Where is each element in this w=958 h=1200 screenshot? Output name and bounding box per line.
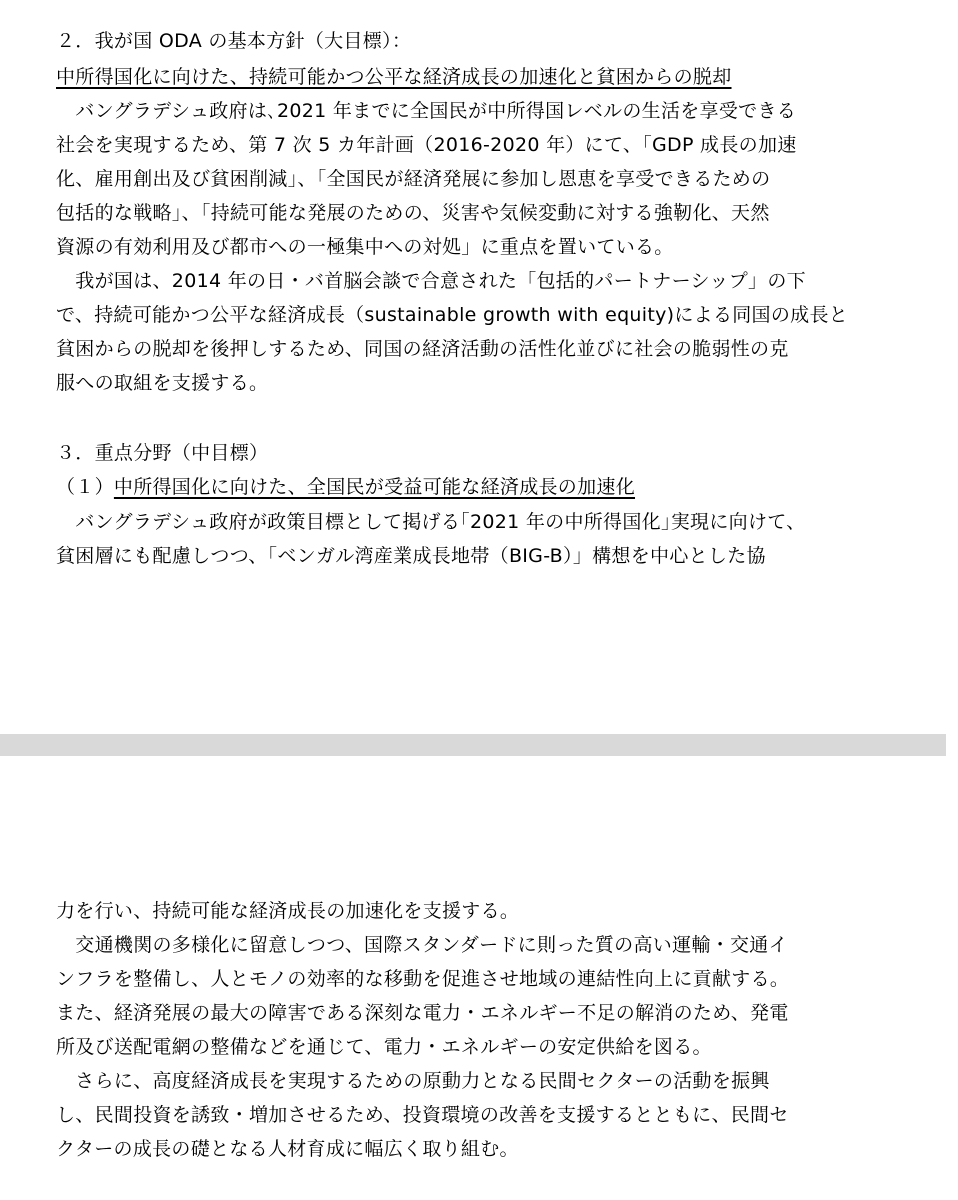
paragraph-line: 化、雇用創出及び貧困削減」、「全国民が経済発展に参加し恩恵を享受できるための bbox=[56, 168, 771, 190]
paragraph-line: 我が国は、2014 年の日・バ首脳会談で合意された「包括的パートナーシップ」の下 bbox=[56, 270, 806, 292]
section-2-heading: ２．我が国 ODA の基本方針（大目標）： bbox=[56, 30, 412, 52]
paragraph-line: 力を行い、持続可能な経済成長の加速化を支援する。 bbox=[56, 900, 520, 922]
item-title-text: 中所得国化に向けた、全国民が受益可能な経済成長の加速化 bbox=[113, 476, 636, 498]
paragraph-line: バングラデシュ政府は､2021 年までに全国民が中所得国レベルの生活を享受できる bbox=[56, 100, 797, 122]
paragraph-line: し、民間投資を誘致・増加させるため、投資環境の改善を支援するとともに、民間セ bbox=[56, 1104, 789, 1126]
paragraph-line: さらに、高度経済成長を実現するための原動力となる民間セクターの活動を振興 bbox=[56, 1070, 770, 1092]
paragraph-line: また、経済発展の最大の障害である深刻な電力・エネルギー不足の解消のため、発電 bbox=[56, 1002, 789, 1024]
section-2-subtitle bbox=[56, 60, 856, 94]
paragraph-line: バングラデシュ政府が政策目標として掲げる｢2021 年の中所得国化｣実現に向けて、 bbox=[56, 511, 806, 533]
item-number: （１） bbox=[56, 476, 114, 498]
paragraph-line: 交通機関の多様化に留意しつつ、国際スタンダードに則った質の高い運輸・交通イ bbox=[56, 934, 788, 956]
paragraph-line: 社会を実現するため、第 7 次 5 カ年計画（2016-2020 年）にて、「GDP 成長の加速 bbox=[56, 134, 797, 156]
document-page-2 bbox=[0, 756, 958, 1200]
paragraph-line: 貧困からの脱却を後押しするため、同国の経済活動の活性化並びに社会の脆弱性の克 bbox=[56, 338, 789, 360]
paragraph-line: 服への取組を支援する。 bbox=[56, 372, 269, 394]
paragraph-line: で、持続可能かつ公平な経済成長（sustainable growth with equity)による同国の成長と bbox=[56, 304, 849, 326]
paragraph-line: 包括的な戦略」、「持続可能な発展のための、災害や気候変動に対する強靭化、天然 bbox=[56, 202, 770, 224]
section-3-heading: ３．重点分野（中目標） bbox=[56, 442, 269, 464]
paragraph-line: クターの成長の礎となる人材育成に幅広く取り組む。 bbox=[56, 1138, 519, 1160]
paragraph-line: ンフラを整備し、人とモノの効率的な移動を促進させ地域の連結性向上に貢献する。 bbox=[56, 968, 790, 990]
paragraph-line: 貧困層にも配慮しつつ、「ベンガル湾産業成長地帯（BIG-B）」構想を中心とした協 bbox=[56, 545, 766, 567]
section-3-item-1-title bbox=[56, 470, 856, 504]
section-2-subtitle-text: 中所得国化に向けた、持続可能かつ公平な経済成長の加速化と貧困からの脱却 bbox=[56, 66, 732, 88]
page-separator bbox=[0, 734, 958, 756]
paragraph-line: 資源の有効利用及び都市への一極集中への対処」に重点を置いている。 bbox=[56, 236, 674, 258]
paragraph-line: 所及び送配電網の整備などを通じて、電力・エネルギーの安定供給を図る。 bbox=[56, 1036, 712, 1058]
